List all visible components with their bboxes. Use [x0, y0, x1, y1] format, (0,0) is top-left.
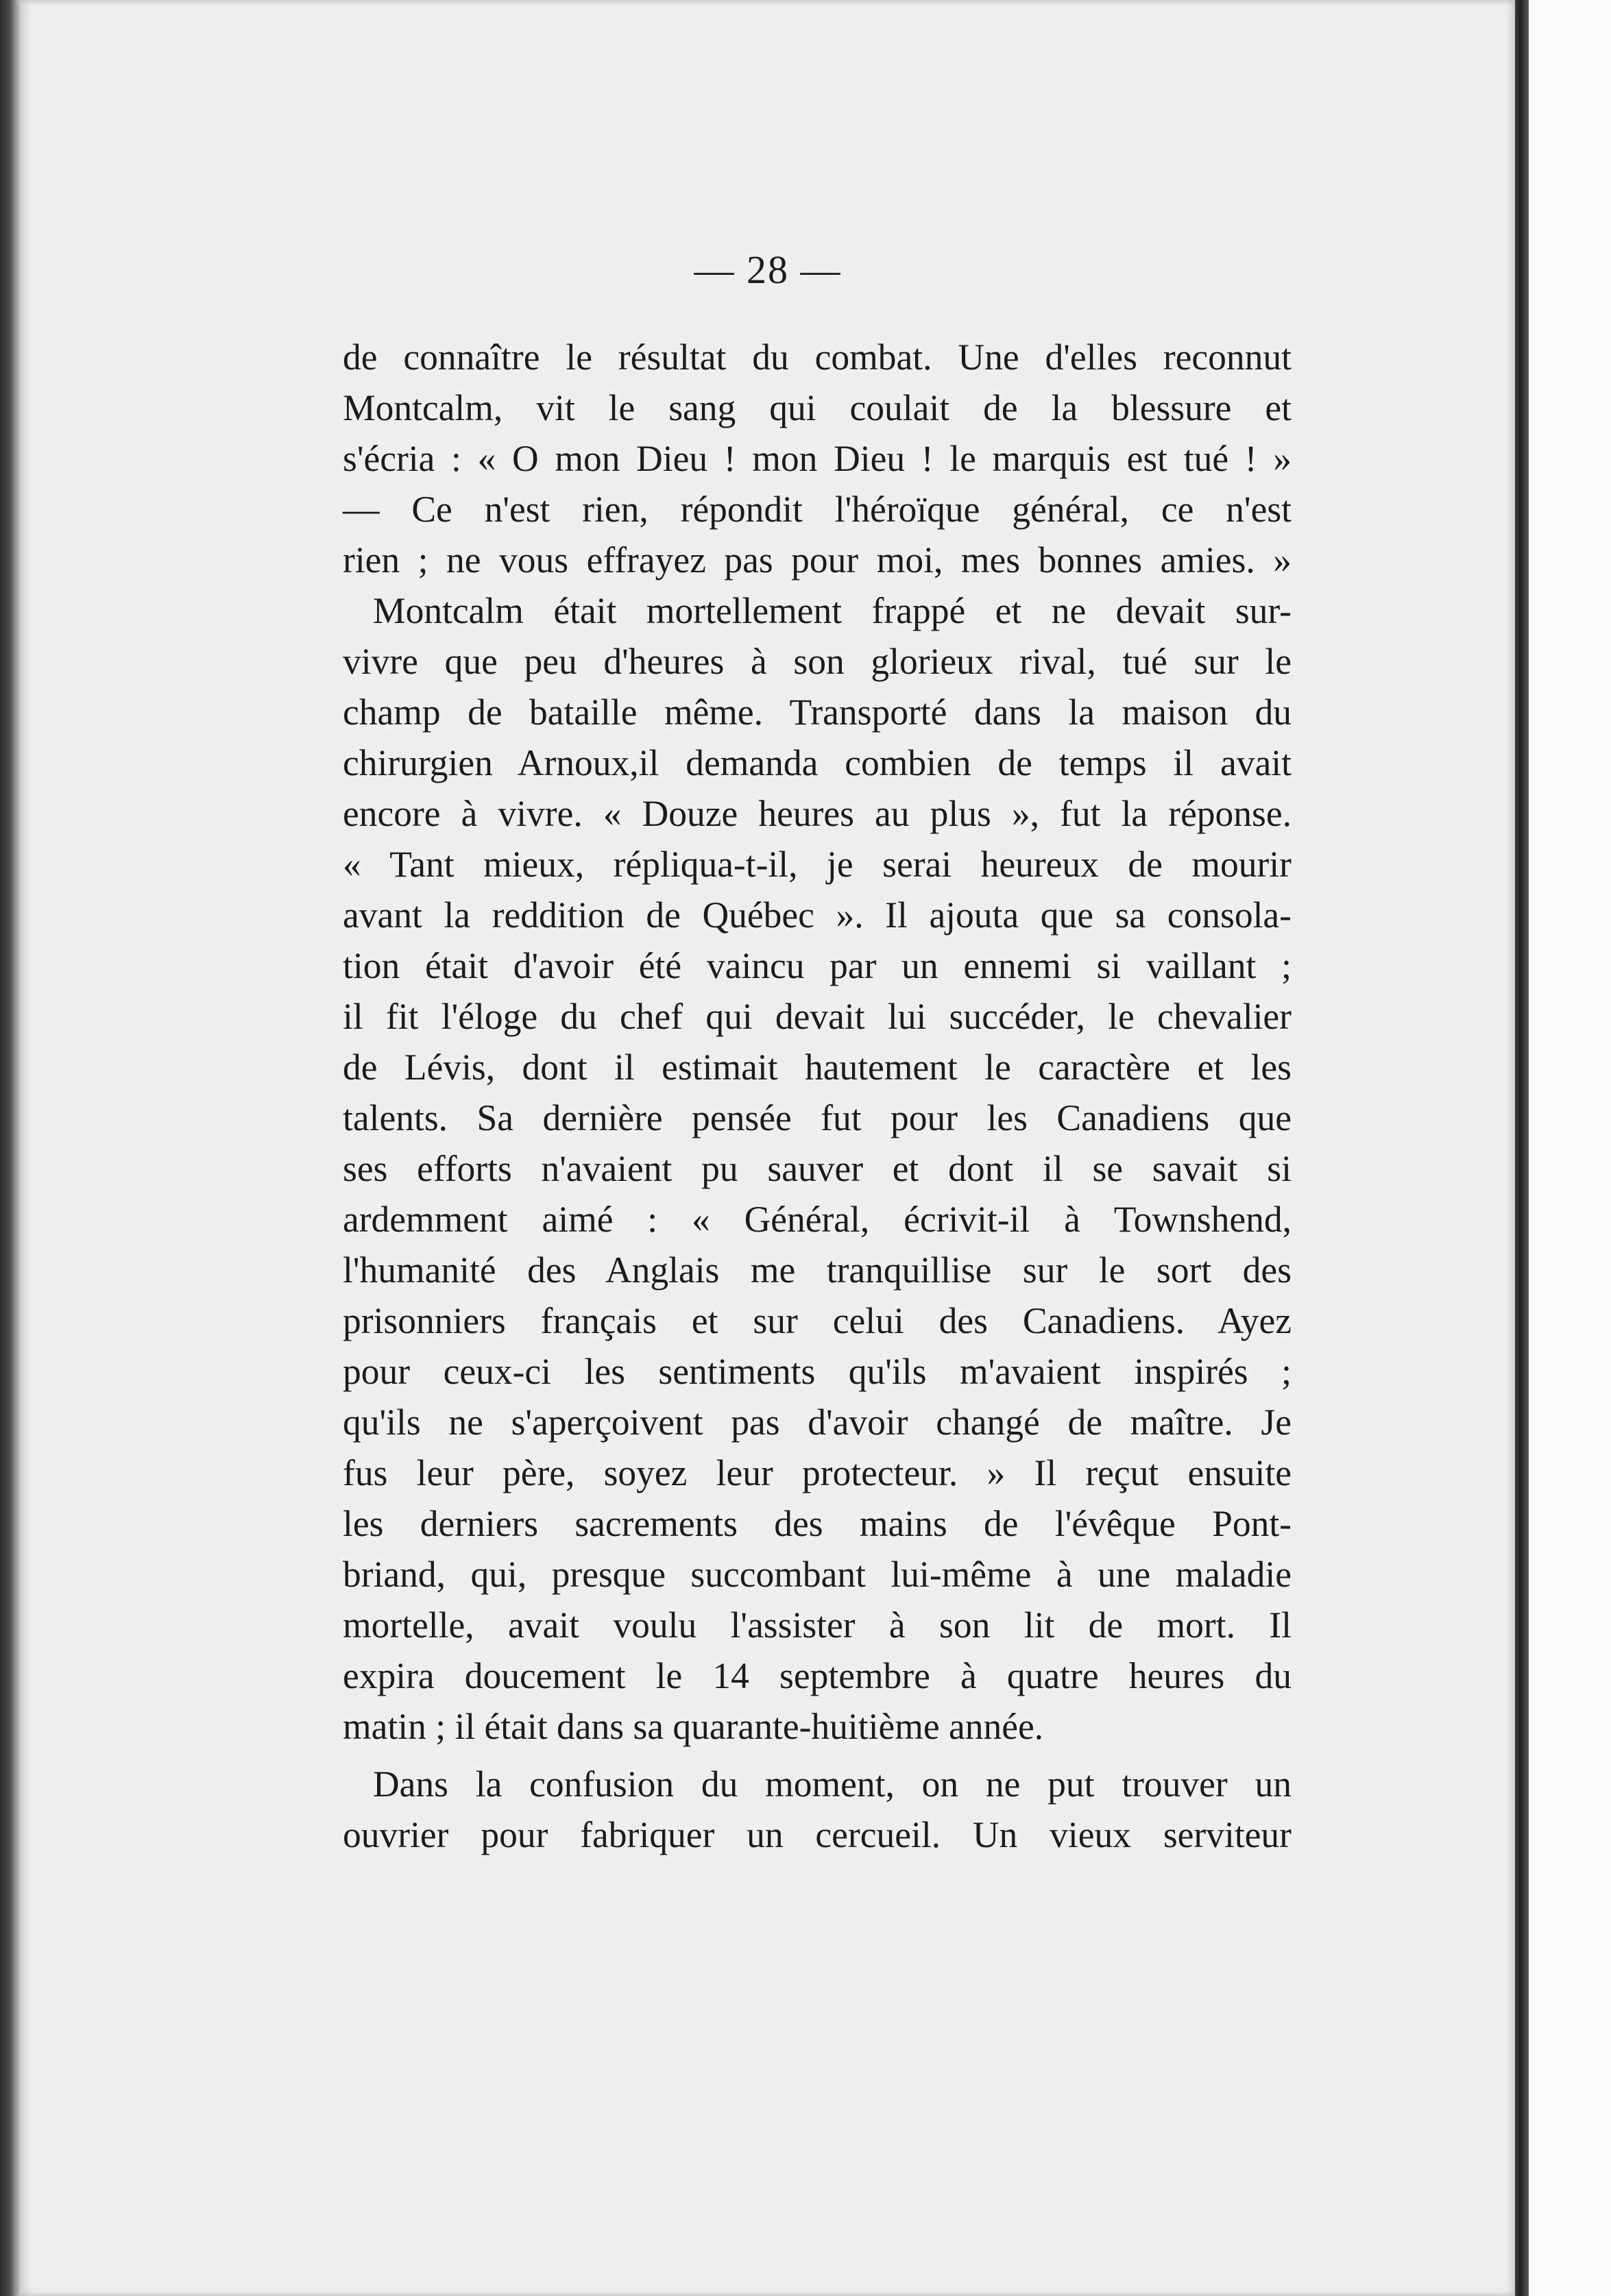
- paragraph: [343, 1759, 1292, 1860]
- text-line: les derniers sacrements des mains de l'évêque Pont-: [343, 1503, 1292, 1544]
- text-line: mortelle, avait voulu l'assister à son lit de mort. Il: [343, 1604, 1292, 1646]
- text-line: ardemment aimé : « Général, écrivit-il à Townshend,: [343, 1199, 1292, 1240]
- text-line: Montcalm, vit le sang qui coulait de la blessure et: [343, 387, 1292, 428]
- text-line: talents. Sa dernière pensée fut pour les Canadiens que: [343, 1097, 1292, 1138]
- text-line: avant la reddition de Québec ». Il ajouta que sa consola-: [343, 894, 1292, 936]
- text-line: « Tant mieux, répliqua-t-il, je serai heureux de mourir: [343, 844, 1292, 885]
- paragraph: [343, 585, 1292, 1752]
- body-text: [343, 332, 1292, 1860]
- text-line: il fit l'éloge du chef qui devait lui succéder, le chevalier: [343, 996, 1292, 1037]
- page-number: — 28 —: [694, 247, 842, 292]
- book-edge-shadow: [1515, 0, 1529, 2296]
- text-line: de Lévis, dont il estimait hautement le caractère et les: [343, 1047, 1292, 1088]
- text-line: ses efforts n'avaient pu sauver et dont il se savait si: [343, 1148, 1292, 1189]
- text-line: champ de bataille même. Transporté dans la maison du: [343, 692, 1292, 733]
- text-line: — Ce n'est rien, répondit l'héroïque général, ce n'est: [343, 489, 1292, 530]
- text-line: prisonniers français et sur celui des Canadiens. Ayez: [343, 1300, 1292, 1341]
- text-line: vivre que peu d'heures à son glorieux rival, tué sur le: [343, 641, 1292, 682]
- text-line: l'humanité des Anglais me tranquillise sur le sort des: [343, 1249, 1292, 1291]
- paragraph: [343, 332, 1292, 585]
- text-line: briand, qui, presque succombant lui-même à une maladie: [343, 1554, 1292, 1595]
- text-line: encore à vivre. « Douze heures au plus », fut la réponse.: [343, 793, 1292, 834]
- text-line: expira doucement le 14 septembre à quatre heures du: [343, 1655, 1292, 1696]
- text-line: chirurgien Arnoux,il demanda combien de temps il avait: [343, 742, 1292, 783]
- text-line: Dans la confusion du moment, on ne put trouver un: [373, 1763, 1292, 1805]
- text-line: s'écria : « O mon Dieu ! mon Dieu ! le marquis est tué ! »: [343, 438, 1292, 479]
- text-line: rien ; ne vous effrayez pas pour moi, mes bonnes amies. »: [343, 539, 1292, 581]
- text-line: Montcalm était mortellement frappé et ne devait sur-: [373, 590, 1292, 631]
- scanner-margin: [1529, 0, 1611, 2296]
- text-line: matin ; il était dans sa quarante-huitième année.: [343, 1706, 1044, 1747]
- text-line: fus leur père, soyez leur protecteur. » Il reçut ensuite: [343, 1452, 1292, 1493]
- text-line: ouvrier pour fabriquer un cercueil. Un vieux serviteur: [343, 1814, 1292, 1855]
- text-line: pour ceux-ci les sentiments qu'ils m'avaient inspirés ;: [343, 1351, 1292, 1392]
- book-page: [21, 0, 1515, 2296]
- text-line: de connaître le résultat du combat. Une d'elles reconnut: [343, 337, 1292, 378]
- text-line: qu'ils ne s'aperçoivent pas d'avoir changé de maître. Je: [343, 1402, 1292, 1443]
- paragraph-gap: [343, 1752, 1292, 1759]
- text-line: tion était d'avoir été vaincu par un ennemi si vaillant ;: [343, 945, 1292, 986]
